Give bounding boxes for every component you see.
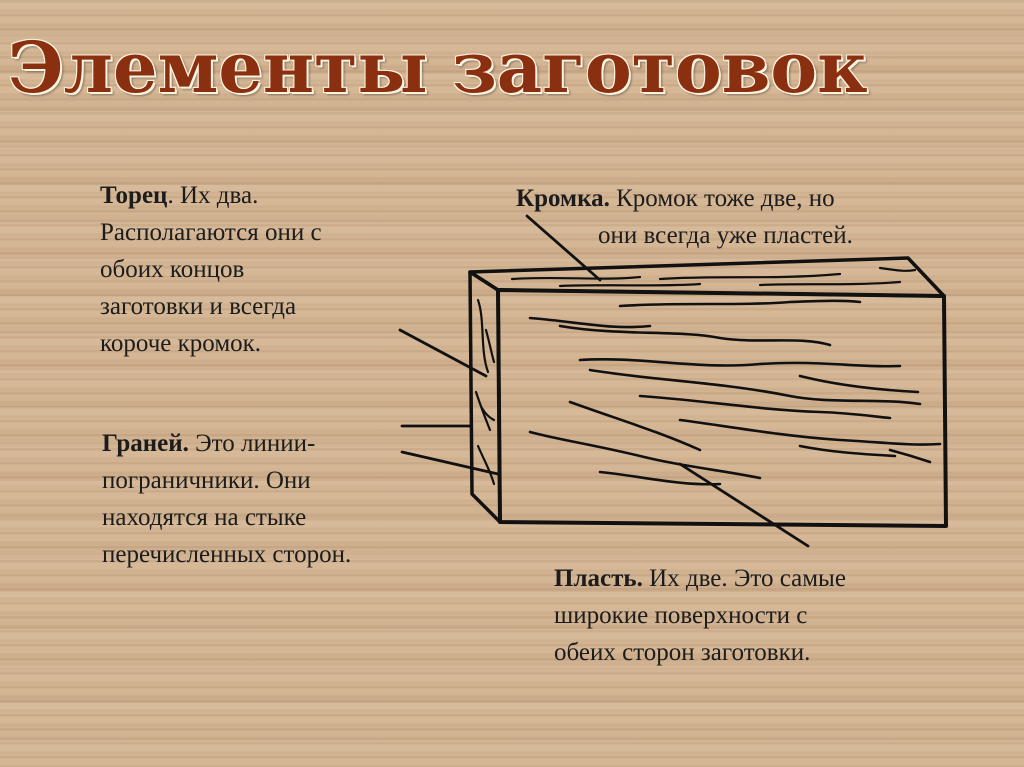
note-plast-line1: Пласть. Их две. Это самые — [554, 565, 846, 592]
leader-lines — [400, 216, 808, 546]
note-plast: Пласть. Их две. Это самые широкие поверхности с обеих сторон заготовки. — [554, 560, 974, 671]
slide-title-text: Элементы заготовок — [8, 26, 868, 109]
term-torec: Торец — [100, 182, 168, 209]
note-torec-line1: Торец. Их два. — [100, 182, 259, 209]
block-end-face — [470, 272, 500, 522]
leader-torec — [400, 330, 486, 376]
top-face-grain — [512, 268, 915, 286]
end-face-grain — [476, 300, 494, 484]
note-granei-line1: Граней. Это линии- — [102, 430, 316, 457]
note-kromka: Кромка. Кромок тоже две, но они всегда уже пластей. — [516, 180, 956, 254]
term-kromka: Кромка. — [516, 185, 610, 212]
term-plast: Пласть. — [554, 565, 643, 592]
front-face-grain — [530, 301, 940, 484]
note-granei: Граней. Это линии- пограничники. Они находятся на стыке перечисленных сторон. — [102, 425, 452, 573]
term-granei: Граней. — [102, 430, 189, 457]
note-kromka-line1: Кромка. Кромок тоже две, но — [516, 185, 835, 212]
note-torec: Торец. Их два. Располагаются они с обоих концов заготовки и всегда короче кромок. — [100, 177, 400, 362]
